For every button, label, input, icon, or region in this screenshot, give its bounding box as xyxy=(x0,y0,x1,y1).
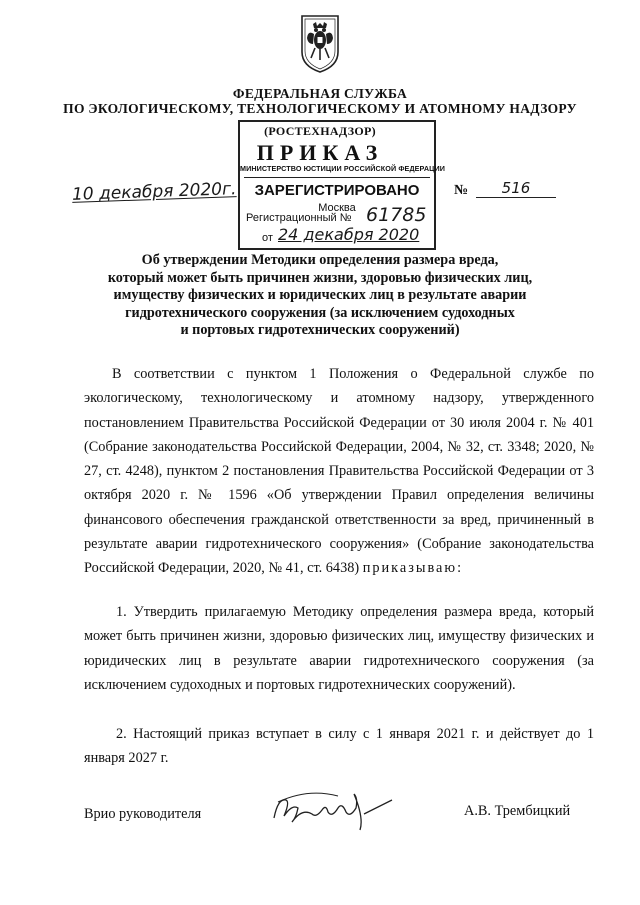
stamp-from-label: от xyxy=(262,232,273,244)
stamp-reg-date: 24 декабря 2020 xyxy=(278,225,420,244)
stamp-registered-label: ЗАРЕГИСТРИРОВАНО xyxy=(254,182,420,199)
title-line: имуществу физических и юридических лиц в результате аварии xyxy=(113,287,527,303)
title-line: Об утверждении Методики определения размера вреда, xyxy=(141,252,499,268)
agency-name-line2: ПО ЭКОЛОГИЧЕСКОМУ, ТЕХНОЛОГИЧЕСКОМУ И АТОМНОМУ НАДЗОРУ xyxy=(63,101,577,116)
title-line: который может быть причинен жизни, здоровью физических лиц, xyxy=(107,269,533,286)
coat-of-arms-emblem xyxy=(299,14,341,74)
order-item-2 xyxy=(84,722,594,771)
item-1-text: 1. Утвердить прилагаемую Методику определения размера вреда, который может быть причинен жизни, здоровью физических лиц, имуществу физических и юридических лиц в результате аварии гидротехнического сооружения (за исключением судоходных и портовых гидротехнических сооружений). xyxy=(84,604,594,693)
stamp-reg-number-label: Регистрационный № xyxy=(246,212,352,224)
preamble-text: В соответствии с пунктом 1 Положения о Федеральной службе по экологическому, технологическому и атомному надзору, утвержденного постановлением Правительства Российской Федерации от 30 июля 2004 г. № 401 (Собрание законодательства Российской Федерации, 2004, № 32, ст. 3348; 2020, № 27, ст. 4248), пунктом 2 постановления Правительства Российской Федерации от 3 октября 2020 г. № 1596 «Об утверждении Правил определения величины финансового обеспечения гражданской ответственности за вред, причиненный в результате аварии гидротехнического сооружения» (Собрание законодательства Российской Федерации, 2020, № 41, ст. 6438) xyxy=(84,366,594,577)
order-word: приказываю: xyxy=(362,560,464,577)
stamp-divider xyxy=(244,177,430,178)
item-2-text: 2. Настоящий приказ вступает в силу с 1 января 2021 г. и действует до 1 января 2027 г. xyxy=(84,726,594,767)
order-item-1 xyxy=(84,600,594,697)
title-line: и портовых гидротехнических сооружений) xyxy=(180,322,460,338)
agency-name-line1: ФЕДЕРАЛЬНАЯ СЛУЖБА xyxy=(232,86,408,101)
stamp-ministry-name: МИНИСТЕРСТВО ЮСТИЦИИ РОССИЙСКОЙ ФЕДЕРАЦИИ xyxy=(240,164,445,173)
stamp-city: Москва xyxy=(318,202,356,214)
title-line: гидротехнического сооружения (за исключением судоходных xyxy=(125,304,515,321)
order-number-label: № xyxy=(454,183,469,198)
agency-abbreviation: (РОСТЕХНАДЗОР) xyxy=(264,124,376,138)
document-type-heading: ПРИКАЗ xyxy=(256,140,384,165)
order-number: 516 xyxy=(476,179,556,198)
preamble-paragraph xyxy=(84,362,594,581)
order-date: 10 декабря 2020г. xyxy=(71,179,237,205)
signatory-name: А.В. Трембицкий xyxy=(464,803,571,819)
document-title xyxy=(60,252,580,340)
signatory-role: Врио руководителя xyxy=(84,806,202,822)
handwritten-signature xyxy=(268,778,398,838)
stamp-reg-number: 61785 xyxy=(366,204,427,226)
